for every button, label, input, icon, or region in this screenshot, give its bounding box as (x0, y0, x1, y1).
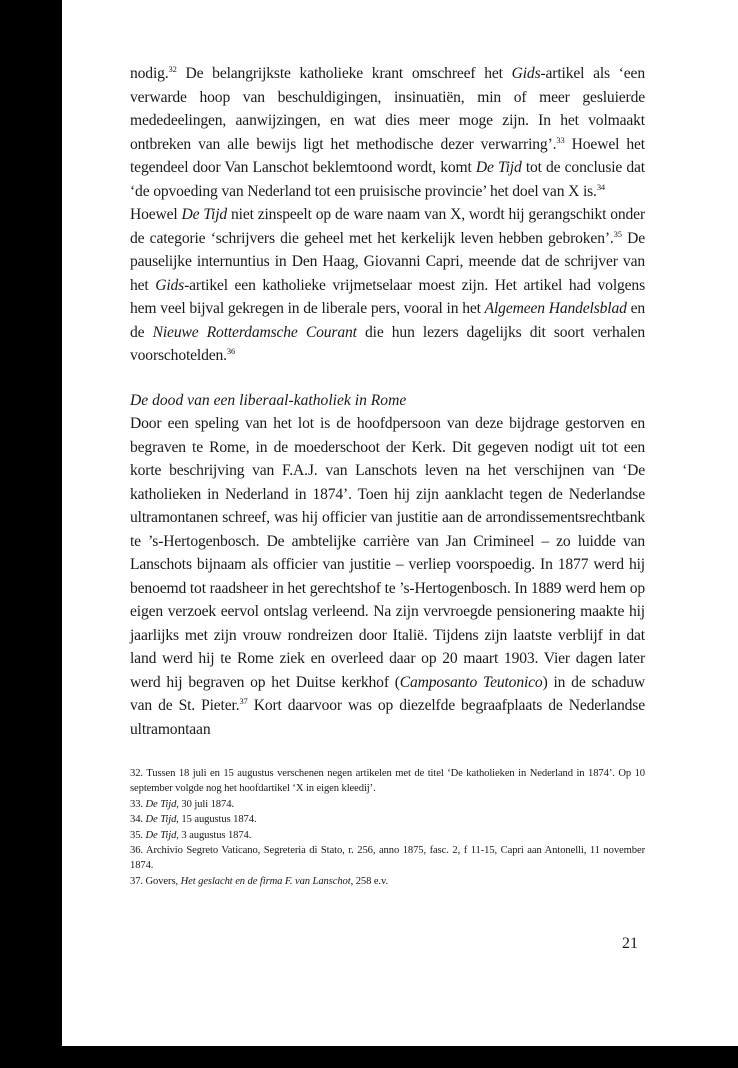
text-run: , 258 e.v. (350, 875, 389, 887)
text-run: tot de conclusie dat ‘de opvoeding van Nederland tot een pruisische provincie’ het doel van X is. (130, 159, 645, 200)
footnote (130, 812, 645, 827)
text-run: , 30 juli 1874. (176, 798, 234, 810)
text-run: , 15 augustus 1874. (176, 814, 257, 826)
text-run: De pauselijke internuntius in Den Haag, Giovanni Capri, meende dat de schrijver van het (130, 229, 645, 294)
text-run: ) in de schaduw van de St. Pieter. (130, 673, 645, 714)
text-run: die hun lezers dagelijks dit soort verhalen voorschotelden. (130, 323, 645, 364)
footnote-ref: 32 (168, 64, 177, 74)
italic-text: De Tijd (145, 814, 177, 826)
body-paragraph (130, 203, 645, 368)
footnote (130, 828, 645, 843)
italic-text: Algemeen Handelsblad (484, 300, 627, 317)
footnote-ref: 34 (596, 181, 606, 192)
body-paragraph (130, 62, 645, 203)
footnote-ref: 37 (239, 696, 248, 706)
text-run: -artikel een katholieke vrijmetselaar moest zijn. Het artikel had volgens hem veel bijval gekregen in de liberale pers, vooral in het (130, 276, 645, 317)
page-body (130, 62, 645, 741)
text-run: nodig. (130, 65, 169, 82)
italic-text: De Tijd (475, 159, 522, 176)
text-run: Hoewel (130, 206, 182, 223)
text-run: en de (130, 300, 646, 341)
scan-border-left (0, 0, 62, 1068)
text-run: Kort daarvoor was op diezelfde begraafplaats de Nederlandse ultramontaan (130, 697, 645, 738)
text-run: 33. (130, 798, 146, 810)
text-run: , 3 augustus 1874. (176, 829, 252, 841)
footnote-ref: 36 (226, 346, 236, 356)
text-run: Door een speling van het lot is de hoofdpersoon van deze bijdrage gestorven en begraven te Rome, in de moederschoot der Kerk. Dit gegeven nodigt uit tot een korte beschrijving van F.A.J. van Lanschots leven na het verschijnen van ‘De katholieken in Nederland in 1874’. Toen hij zijn aanklacht tegen de Nederlandse ultramontanen schreef, was hij officier van justitie aan de arrondissementsrechtbank te ’s-Hertogenbosch. De ambtelijke carrière van Jan Crimineel – zo luidde van Lanschots bijnaam als officier van justitie – verliep voorspoedig. In 1877 werd hij benoemd tot raadsheer in het gerechtshof te ’s-Hertogenbosch. In 1889 werd hem op eigen verzoek eervol ontslag verleend. Na zijn vervroegde pensionering maakte hij jaarlijks met zijn vrouw rondreizen door Italië. Tijdens zijn laatste verblijf in dat land werd hij te Rome ziek en overleed daar op 20 maart 1903. Vier dagen later werd hij begraven op het Duitse kerkhof ( (130, 415, 645, 691)
text-run: -artikel als ‘een verwarde hoop van beschuldigingen, insinuatiën, min of meer gesluierde mededeelingen, aanwijzingen, en wat dies meer moge zijn. In het volmaakt ontbreken van alle bewijs ligt het methodische dezer verwarring’. (130, 65, 645, 153)
footnote-ref: 33 (556, 134, 565, 145)
text-run: Hoewel het tegendeel door Van Lanschot beklemtoond wordt, komt (130, 135, 645, 176)
italic-text: Gids (511, 65, 541, 82)
footnote (130, 843, 645, 874)
footnote-ref: 35 (613, 228, 622, 239)
text-run: 37. Govers, (130, 875, 181, 887)
text-run: De belangrijkste katholieke krant omschreef het (176, 65, 512, 82)
text-run: 34. (130, 814, 146, 826)
text-run: 36. Archivio Segreto Vaticano, Segreteria di Stato, r. 256, anno 1875, fasc. 2, f 11-15, Capri aan Antonelli, 11 november 1874. (130, 845, 645, 872)
scan-border-bottom (0, 1046, 738, 1068)
italic-text: Camposanto Teutonico (399, 673, 543, 691)
italic-text: Nieuwe Rotterdamsche Courant (152, 323, 357, 341)
footnote (130, 874, 645, 889)
page-number: 21 (622, 935, 638, 952)
italic-text: De Tijd (181, 206, 228, 223)
text-run: 35. (130, 829, 146, 841)
text-run: niet zinspeelt op de ware naam van X, wordt hij gerangschikt onder de categorie ‘schrijvers die geheel met het kerkelijk leven hebben gebroken’. (130, 206, 645, 247)
italic-text: Gids (155, 276, 185, 294)
section-heading: De dood van een liberaal-katholiek in Rome (130, 391, 407, 409)
footnote (130, 797, 645, 812)
italic-text: De Tijd (145, 829, 177, 841)
text-run: 32. Tussen 18 juli en 15 augustus verschenen negen artikelen met de titel ‘De katholieken in Nederland in 1874’. Op 10 september volgde nog het hoofdartikel ‘X in eigen kleedij’. (130, 768, 645, 795)
footnote (130, 766, 645, 797)
italic-text: Het geslacht en de firma F. van Lanschot (180, 875, 351, 887)
footnotes (130, 766, 645, 889)
italic-text: De Tijd (145, 798, 177, 810)
section-paragraph (130, 412, 645, 741)
